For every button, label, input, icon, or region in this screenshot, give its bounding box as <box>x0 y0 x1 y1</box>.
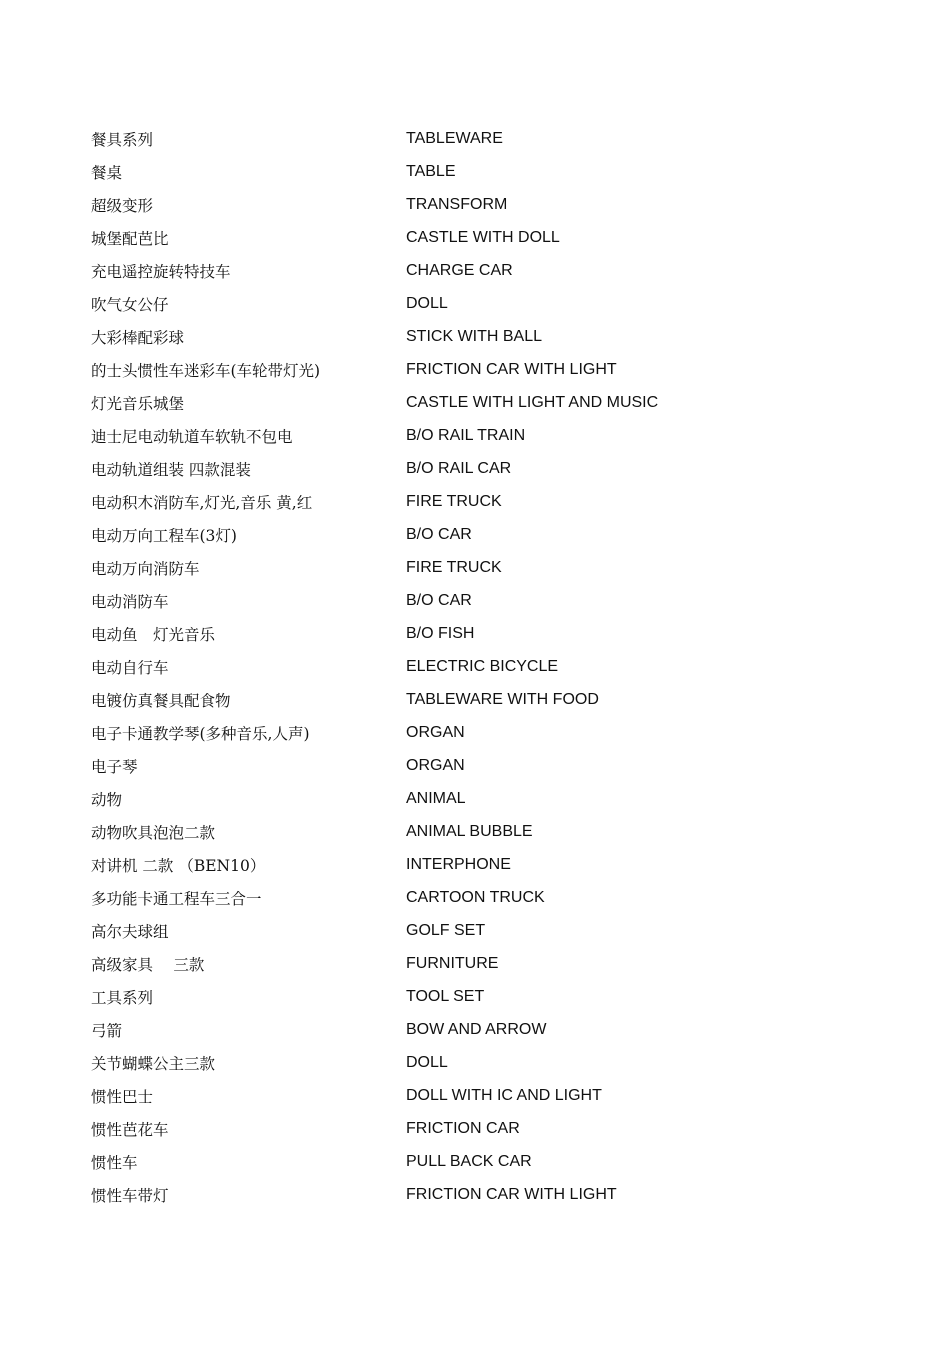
list-item <box>91 320 871 353</box>
english-term: BOW AND ARROW <box>406 1020 547 1038</box>
list-item <box>91 254 871 287</box>
list-item <box>91 1046 871 1079</box>
english-term: PULL BACK CAR <box>406 1152 532 1170</box>
chinese-term: 灯光音乐城堡 <box>91 394 185 413</box>
list-item <box>91 122 871 155</box>
english-term: DOLL <box>406 294 448 312</box>
english-term: ANIMAL <box>406 789 466 807</box>
chinese-term: 惯性芭花车 <box>91 1120 169 1139</box>
chinese-term: 餐具系列 <box>91 130 154 149</box>
list-item <box>91 1112 871 1145</box>
chinese-term: 城堡配芭比 <box>91 229 169 248</box>
list-item <box>91 782 871 815</box>
list-item <box>91 716 871 749</box>
chinese-term: 电动鱼 灯光音乐 <box>91 625 216 644</box>
english-term: FIRE TRUCK <box>406 558 502 576</box>
list-item <box>91 881 871 914</box>
chinese-term: 迪士尼电动轨道车软轨不包电 <box>91 427 293 446</box>
chinese-term: 大彩棒配彩球 <box>91 328 185 347</box>
english-term: TABLEWARE <box>406 129 503 147</box>
chinese-term: 工具系列 <box>91 988 154 1007</box>
list-item <box>91 848 871 881</box>
list-item <box>91 1013 871 1046</box>
list-item <box>91 353 871 386</box>
english-term: GOLF SET <box>406 921 486 939</box>
list-item <box>91 1145 871 1178</box>
list-item <box>91 815 871 848</box>
chinese-term: 的士头惯性车迷彩车(车轮带灯光) <box>91 361 321 380</box>
english-term: TOOL SET <box>406 987 485 1005</box>
chinese-term: 充电遥控旋转特技车 <box>91 262 231 281</box>
english-term: B/O RAIL CAR <box>406 459 512 477</box>
list-item <box>91 386 871 419</box>
english-term: ORGAN <box>406 756 465 774</box>
list-item <box>91 155 871 188</box>
list-item <box>91 551 871 584</box>
list-item <box>91 650 871 683</box>
chinese-term: 电镀仿真餐具配食物 <box>91 691 231 710</box>
english-term: B/O CAR <box>406 591 472 609</box>
list-item <box>91 914 871 947</box>
english-term: CASTLE WITH LIGHT AND MUSIC <box>406 393 659 411</box>
english-term: B/O CAR <box>406 525 472 543</box>
english-term: TABLEWARE WITH FOOD <box>406 690 599 708</box>
english-term: CARTOON TRUCK <box>406 888 545 906</box>
chinese-term: 高尔夫球组 <box>91 922 169 941</box>
english-term: TABLE <box>406 162 456 180</box>
chinese-term: 多功能卡通工程车三合一 <box>91 889 262 908</box>
chinese-term: 高级家具 三款 <box>91 955 205 974</box>
chinese-term: 电动积木消防车,灯光,音乐 黄,红 <box>91 493 313 512</box>
chinese-term: 餐桌 <box>91 163 123 182</box>
english-term: B/O RAIL TRAIN <box>406 426 526 444</box>
chinese-term: 电动轨道组装 四款混装 <box>91 460 251 479</box>
chinese-term: 动物 <box>91 790 123 809</box>
english-term: DOLL <box>406 1053 448 1071</box>
chinese-term: 电动自行车 <box>91 658 169 677</box>
chinese-term: 动物吹具泡泡二款 <box>91 823 216 842</box>
english-term: ANIMAL BUBBLE <box>406 822 533 840</box>
english-term: FRICTION CAR WITH LIGHT <box>406 1185 617 1203</box>
list-item <box>91 617 871 650</box>
english-term: FURNITURE <box>406 954 499 972</box>
list-item <box>91 452 871 485</box>
chinese-term: 超级变形 <box>91 196 154 215</box>
chinese-term: 关节蝴蝶公主三款 <box>91 1054 216 1073</box>
list-item <box>91 683 871 716</box>
product-glossary-list <box>91 122 871 1211</box>
english-term: CHARGE CAR <box>406 261 513 279</box>
chinese-term: 吹气女公仔 <box>91 295 169 314</box>
english-term: TRANSFORM <box>406 195 508 213</box>
english-term: CASTLE WITH DOLL <box>406 228 560 246</box>
list-item <box>91 749 871 782</box>
chinese-term: 惯性巴士 <box>91 1087 154 1106</box>
list-item <box>91 584 871 617</box>
chinese-term: 弓箭 <box>91 1021 123 1040</box>
chinese-term: 电子琴 <box>91 757 138 776</box>
list-item <box>91 287 871 320</box>
chinese-term: 惯性车 <box>91 1153 138 1172</box>
english-term: FRICTION CAR WITH LIGHT <box>406 360 617 378</box>
list-item <box>91 221 871 254</box>
english-term: FIRE TRUCK <box>406 492 502 510</box>
english-term: STICK WITH BALL <box>406 327 543 345</box>
list-item <box>91 1178 871 1211</box>
list-item <box>91 518 871 551</box>
chinese-term: 惯性车带灯 <box>91 1186 169 1205</box>
chinese-term: 对讲机 二款 （BEN10） <box>91 856 266 875</box>
list-item <box>91 485 871 518</box>
english-term: ORGAN <box>406 723 465 741</box>
english-term: DOLL WITH IC AND LIGHT <box>406 1086 602 1104</box>
english-term: FRICTION CAR <box>406 1119 520 1137</box>
english-term: ELECTRIC BICYCLE <box>406 657 559 675</box>
chinese-term: 电动万向消防车 <box>91 559 200 578</box>
english-term: INTERPHONE <box>406 855 511 873</box>
chinese-term: 电动万向工程车(3灯) <box>91 526 237 545</box>
list-item <box>91 419 871 452</box>
list-item <box>91 1079 871 1112</box>
list-item <box>91 980 871 1013</box>
chinese-term: 电动消防车 <box>91 592 169 611</box>
chinese-term: 电子卡通教学琴(多种音乐,人声) <box>91 724 310 743</box>
list-item <box>91 947 871 980</box>
list-item <box>91 188 871 221</box>
english-term: B/O FISH <box>406 624 475 642</box>
